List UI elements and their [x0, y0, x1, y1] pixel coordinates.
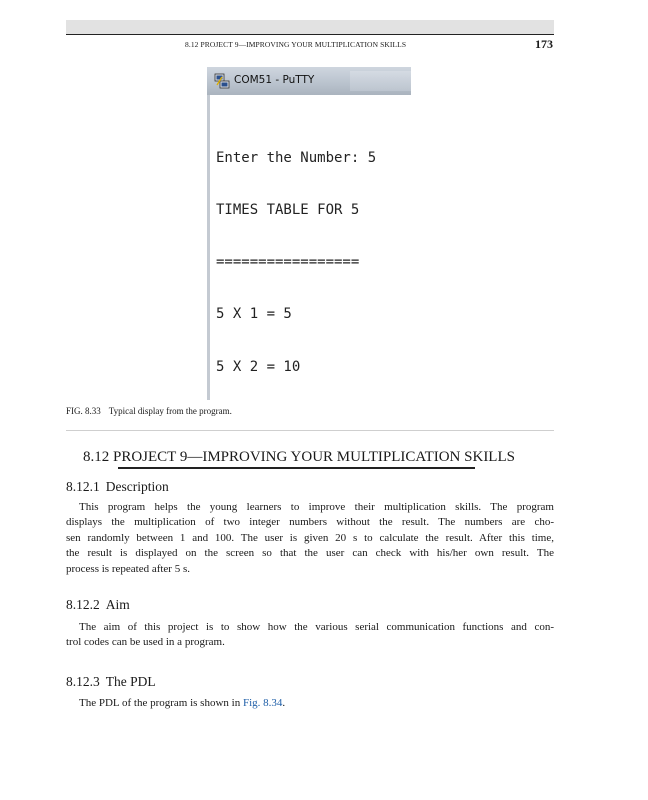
- paragraph-line: sen randomly between 1 and 100. The user is given 20 s to calculate the result. After this time,: [66, 531, 554, 544]
- figure-link[interactable]: Fig. 8.34: [242, 697, 283, 709]
- terminal-line: TIMES TABLE FOR 5: [216, 202, 360, 219]
- window-left-edge: [207, 95, 210, 400]
- paragraph-line: trol codes can be used in a program.: [66, 636, 225, 649]
- paragraph-line: process is repeated after 5 s.: [66, 562, 191, 575]
- caption-divider: [66, 430, 554, 431]
- paragraph-line: This program helps the young learners to improve their multiplication skills. The program: [79, 501, 554, 513]
- terminal-line: Enter the Number: 5: [216, 149, 377, 166]
- page-number: 173: [535, 37, 553, 51]
- subheading-text: Aim: [105, 597, 130, 612]
- subheading-aim: [66, 597, 130, 613]
- running-head: 8.12 PROJECT 9—IMPROVING YOUR MULTIPLICATION SKILLS: [185, 40, 407, 49]
- subheading-number: 8.12.2: [66, 597, 100, 612]
- paragraph-line: The aim of this project is to show how the various serial communication functions and con-: [79, 621, 554, 633]
- figure-caption: [66, 406, 232, 416]
- window-title: COM51 - PuTTY: [234, 74, 315, 86]
- description-paragraph: [66, 500, 554, 577]
- terminal-line: 5 X 1 = 5: [216, 306, 292, 323]
- subheading-text: Description: [105, 479, 169, 494]
- subheading-text: The PDL: [105, 674, 156, 689]
- window-titlebar: [207, 67, 411, 95]
- subheading-pdl: [66, 674, 156, 690]
- figure-caption-text: Typical display from the program.: [108, 406, 232, 416]
- figure-label: FIG. 8.33: [66, 406, 101, 416]
- page-top-band: [66, 20, 554, 34]
- background-tab: [350, 71, 411, 91]
- pdl-text-end: .: [282, 697, 286, 709]
- paragraph-line: the result is displayed on the screen so that the user can check with his/her own result. The: [66, 547, 554, 560]
- pdl-paragraph: [66, 696, 554, 711]
- terminal-line: =================: [216, 254, 360, 271]
- paragraph-line: [66, 696, 554, 711]
- header-rule: [66, 34, 554, 35]
- putty-icon: [214, 73, 230, 89]
- subheading-number: 8.12.1: [66, 479, 100, 494]
- section-title-rule: [118, 467, 475, 469]
- subheading-number: 8.12.3: [66, 674, 100, 689]
- terminal-line: 5 X 2 = 10: [216, 358, 301, 375]
- putty-screenshot: [207, 67, 411, 400]
- section-title: 8.12 PROJECT 9—IMPROVING YOUR MULTIPLICATION SKILLS: [83, 449, 515, 465]
- terminal-output: [216, 115, 376, 400]
- aim-paragraph: [66, 620, 554, 651]
- subheading-description: [66, 479, 169, 495]
- paragraph-line: displays the multiplication of two integer numbers without the result. The numbers are cho-: [66, 516, 554, 529]
- pdl-text: The PDL of the program is shown in: [79, 697, 243, 709]
